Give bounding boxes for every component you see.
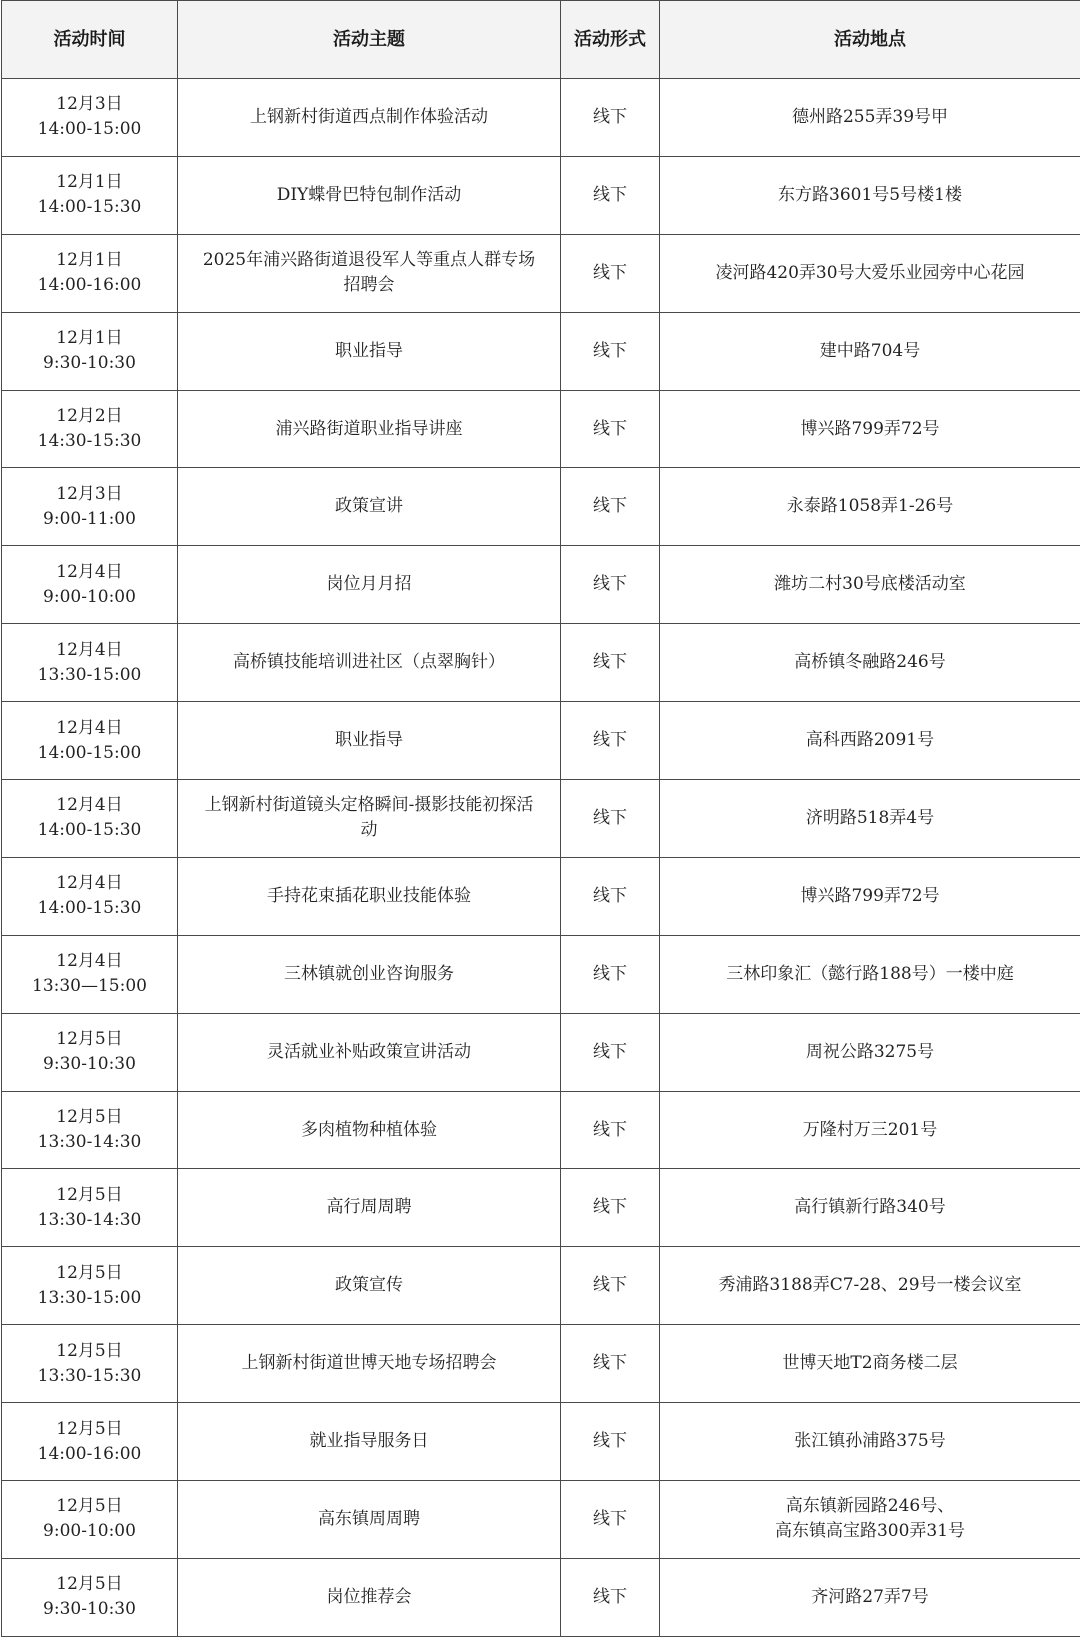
table-row <box>2 780 1080 858</box>
time-range-text: 9:30-10:30 <box>8 1597 171 1622</box>
location-text: 博兴路799弄72号 <box>666 417 1074 442</box>
topic-cell <box>178 390 561 468</box>
date-text: 12月5日 <box>8 1183 171 1208</box>
table-row <box>2 1169 1080 1247</box>
topic-cell <box>178 857 561 935</box>
topic-cell <box>178 624 561 702</box>
table-row <box>2 1013 1080 1091</box>
table-row <box>2 1325 1080 1403</box>
location-text-line2: 高东镇高宝路300弄31号 <box>666 1519 1074 1544</box>
topic-cell <box>178 1169 561 1247</box>
time-cell <box>2 1091 178 1169</box>
date-text: 12月4日 <box>8 949 171 974</box>
time-range-text: 13:30-15:00 <box>8 1286 171 1311</box>
time-cell <box>2 468 178 546</box>
format-cell: 线下 <box>561 780 660 858</box>
location-cell <box>660 1013 1080 1091</box>
time-cell <box>2 390 178 468</box>
format-cell: 线下 <box>561 702 660 780</box>
location-text: 潍坊二村30号底楼活动室 <box>666 572 1074 597</box>
time-cell <box>2 857 178 935</box>
time-cell <box>2 79 178 157</box>
table-row <box>2 546 1080 624</box>
table-body <box>2 79 1080 1637</box>
location-text: 高东镇新园路246号、 <box>666 1494 1074 1519</box>
topic-text: 职业指导 <box>184 339 554 364</box>
date-text: 12月5日 <box>8 1572 171 1597</box>
location-cell <box>660 546 1080 624</box>
date-text: 12月1日 <box>8 326 171 351</box>
location-text: 三林印象汇（懿行路188号）一楼中庭 <box>666 962 1074 987</box>
date-text: 12月1日 <box>8 170 171 195</box>
topic-text: 政策宣讲 <box>184 494 554 519</box>
time-range-text: 9:30-10:30 <box>8 351 171 376</box>
topic-cell <box>178 1091 561 1169</box>
location-cell <box>660 780 1080 858</box>
topic-cell <box>178 156 561 234</box>
location-text: 德州路255弄39号甲 <box>666 105 1074 130</box>
time-cell <box>2 546 178 624</box>
date-text: 12月5日 <box>8 1027 171 1052</box>
header-row <box>2 1 1080 79</box>
header-activity-format: 活动形式 <box>561 1 660 79</box>
date-text: 12月5日 <box>8 1261 171 1286</box>
format-cell: 线下 <box>561 468 660 546</box>
location-text: 博兴路799弄72号 <box>666 884 1074 909</box>
time-range-text: 14:00-16:00 <box>8 1442 171 1467</box>
topic-cell <box>178 1558 561 1636</box>
time-cell <box>2 1247 178 1325</box>
topic-cell <box>178 79 561 157</box>
table-row <box>2 1247 1080 1325</box>
time-range-text: 13:30-15:30 <box>8 1364 171 1389</box>
table-row <box>2 156 1080 234</box>
topic-text: 岗位推荐会 <box>184 1585 554 1610</box>
time-range-text: 9:30-10:30 <box>8 1052 171 1077</box>
time-cell <box>2 1481 178 1559</box>
table-row <box>2 1091 1080 1169</box>
topic-text: 灵活就业补贴政策宣讲活动 <box>184 1040 554 1065</box>
format-cell: 线下 <box>561 1247 660 1325</box>
table-row <box>2 312 1080 390</box>
date-text: 12月3日 <box>8 482 171 507</box>
time-range-text: 14:30-15:30 <box>8 429 171 454</box>
time-range-text: 14:00-15:30 <box>8 195 171 220</box>
header-activity-time: 活动时间 <box>2 1 178 79</box>
table-row <box>2 1558 1080 1636</box>
location-cell <box>660 1403 1080 1481</box>
format-cell: 线下 <box>561 1403 660 1481</box>
time-cell <box>2 1169 178 1247</box>
topic-text: 上钢新村街道西点制作体验活动 <box>184 105 554 130</box>
topic-text: 高桥镇技能培训进社区（点翠胸针） <box>184 650 554 675</box>
table-row <box>2 935 1080 1013</box>
format-cell: 线下 <box>561 234 660 312</box>
location-text: 张江镇孙浦路375号 <box>666 1429 1074 1454</box>
location-cell <box>660 234 1080 312</box>
topic-text: 2025年浦兴路街道退役军人等重点人群专场 <box>184 248 554 273</box>
format-cell: 线下 <box>561 935 660 1013</box>
location-text: 高科西路2091号 <box>666 728 1074 753</box>
time-cell <box>2 1403 178 1481</box>
header-activity-topic: 活动主题 <box>178 1 561 79</box>
topic-cell <box>178 702 561 780</box>
location-cell <box>660 857 1080 935</box>
location-cell <box>660 624 1080 702</box>
location-cell <box>660 468 1080 546</box>
time-cell <box>2 702 178 780</box>
table-row <box>2 702 1080 780</box>
date-text: 12月4日 <box>8 716 171 741</box>
time-range-text: 13:30-14:30 <box>8 1208 171 1233</box>
topic-text-line2: 招聘会 <box>184 273 554 298</box>
location-cell <box>660 702 1080 780</box>
topic-text: 多肉植物种植体验 <box>184 1118 554 1143</box>
location-cell <box>660 935 1080 1013</box>
time-cell <box>2 935 178 1013</box>
topic-text: 就业指导服务日 <box>184 1429 554 1454</box>
time-range-text: 13:30-14:30 <box>8 1130 171 1155</box>
date-text: 12月4日 <box>8 871 171 896</box>
format-cell: 线下 <box>561 1325 660 1403</box>
date-text: 12月3日 <box>8 92 171 117</box>
topic-text: 浦兴路街道职业指导讲座 <box>184 417 554 442</box>
topic-text: 职业指导 <box>184 728 554 753</box>
location-cell <box>660 1169 1080 1247</box>
time-cell <box>2 1558 178 1636</box>
location-text: 济明路518弄4号 <box>666 806 1074 831</box>
location-cell <box>660 1481 1080 1559</box>
format-cell: 线下 <box>561 79 660 157</box>
format-cell: 线下 <box>561 1481 660 1559</box>
topic-cell <box>178 935 561 1013</box>
table-row <box>2 390 1080 468</box>
format-cell: 线下 <box>561 857 660 935</box>
location-text: 周祝公路3275号 <box>666 1040 1074 1065</box>
location-cell <box>660 390 1080 468</box>
format-cell: 线下 <box>561 1558 660 1636</box>
time-range-text: 14:00-15:30 <box>8 818 171 843</box>
topic-text: 政策宣传 <box>184 1273 554 1298</box>
table-row <box>2 234 1080 312</box>
location-text: 秀浦路3188弄C7-28、29号一楼会议室 <box>666 1273 1074 1298</box>
location-text: 世博天地T2商务楼二层 <box>666 1351 1074 1376</box>
table-row <box>2 624 1080 702</box>
topic-text: 手持花束插花职业技能体验 <box>184 884 554 909</box>
topic-text: 高东镇周周聘 <box>184 1507 554 1532</box>
format-cell: 线下 <box>561 312 660 390</box>
time-cell <box>2 624 178 702</box>
table-row <box>2 468 1080 546</box>
time-range-text: 14:00-15:00 <box>8 741 171 766</box>
table-row <box>2 79 1080 157</box>
location-cell <box>660 312 1080 390</box>
time-range-text: 14:00-15:30 <box>8 896 171 921</box>
location-cell <box>660 1325 1080 1403</box>
topic-cell <box>178 1247 561 1325</box>
topic-cell <box>178 546 561 624</box>
topic-text: 上钢新村街道世博天地专场招聘会 <box>184 1351 554 1376</box>
topic-text: 上钢新村街道镜头定格瞬间-摄影技能初探活 <box>184 793 554 818</box>
topic-cell <box>178 1325 561 1403</box>
format-cell: 线下 <box>561 1169 660 1247</box>
format-cell: 线下 <box>561 156 660 234</box>
date-text: 12月4日 <box>8 793 171 818</box>
table-header <box>2 1 1080 79</box>
table-row <box>2 857 1080 935</box>
topic-text: 高行周周聘 <box>184 1195 554 1220</box>
location-text: 永泰路1058弄1-26号 <box>666 494 1074 519</box>
time-range-text: 14:00-16:00 <box>8 273 171 298</box>
topic-cell <box>178 1403 561 1481</box>
location-cell <box>660 79 1080 157</box>
location-text: 高行镇新行路340号 <box>666 1195 1074 1220</box>
topic-cell <box>178 234 561 312</box>
time-cell <box>2 780 178 858</box>
location-cell <box>660 156 1080 234</box>
date-text: 12月5日 <box>8 1339 171 1364</box>
time-range-text: 9:00-11:00 <box>8 507 171 532</box>
location-text: 凌河路420弄30号大爱乐业园旁中心花园 <box>666 261 1074 286</box>
location-text: 东方路3601号5号楼1楼 <box>666 183 1074 208</box>
date-text: 12月5日 <box>8 1105 171 1130</box>
activity-schedule-table <box>1 0 1080 1637</box>
time-cell <box>2 312 178 390</box>
format-cell: 线下 <box>561 1091 660 1169</box>
format-cell: 线下 <box>561 390 660 468</box>
format-cell: 线下 <box>561 546 660 624</box>
topic-text: 三林镇就创业咨询服务 <box>184 962 554 987</box>
date-text: 12月4日 <box>8 560 171 585</box>
topic-cell <box>178 1481 561 1559</box>
location-cell <box>660 1247 1080 1325</box>
time-cell <box>2 1325 178 1403</box>
location-cell <box>660 1558 1080 1636</box>
topic-text: DIY蝶骨巴特包制作活动 <box>184 183 554 208</box>
table-row <box>2 1403 1080 1481</box>
time-range-text: 13:30-15:00 <box>8 663 171 688</box>
time-range-text: 9:00-10:00 <box>8 1519 171 1544</box>
location-text: 万隆村万三201号 <box>666 1118 1074 1143</box>
topic-cell <box>178 468 561 546</box>
time-cell <box>2 1013 178 1091</box>
topic-text: 岗位月月招 <box>184 572 554 597</box>
topic-text-line2: 动 <box>184 818 554 843</box>
location-text: 齐河路27弄7号 <box>666 1585 1074 1610</box>
header-activity-location: 活动地点 <box>660 1 1080 79</box>
time-range-text: 14:00-15:00 <box>8 117 171 142</box>
time-range-text: 13:30—15:00 <box>8 974 171 999</box>
format-cell: 线下 <box>561 1013 660 1091</box>
time-cell <box>2 156 178 234</box>
date-text: 12月4日 <box>8 638 171 663</box>
location-cell <box>660 1091 1080 1169</box>
date-text: 12月5日 <box>8 1417 171 1442</box>
location-text: 建中路704号 <box>666 339 1074 364</box>
topic-cell <box>178 312 561 390</box>
location-text: 高桥镇冬融路246号 <box>666 650 1074 675</box>
format-cell: 线下 <box>561 624 660 702</box>
time-cell <box>2 234 178 312</box>
topic-cell <box>178 780 561 858</box>
date-text: 12月5日 <box>8 1494 171 1519</box>
topic-cell <box>178 1013 561 1091</box>
date-text: 12月2日 <box>8 404 171 429</box>
time-range-text: 9:00-10:00 <box>8 585 171 610</box>
date-text: 12月1日 <box>8 248 171 273</box>
table-row <box>2 1481 1080 1559</box>
